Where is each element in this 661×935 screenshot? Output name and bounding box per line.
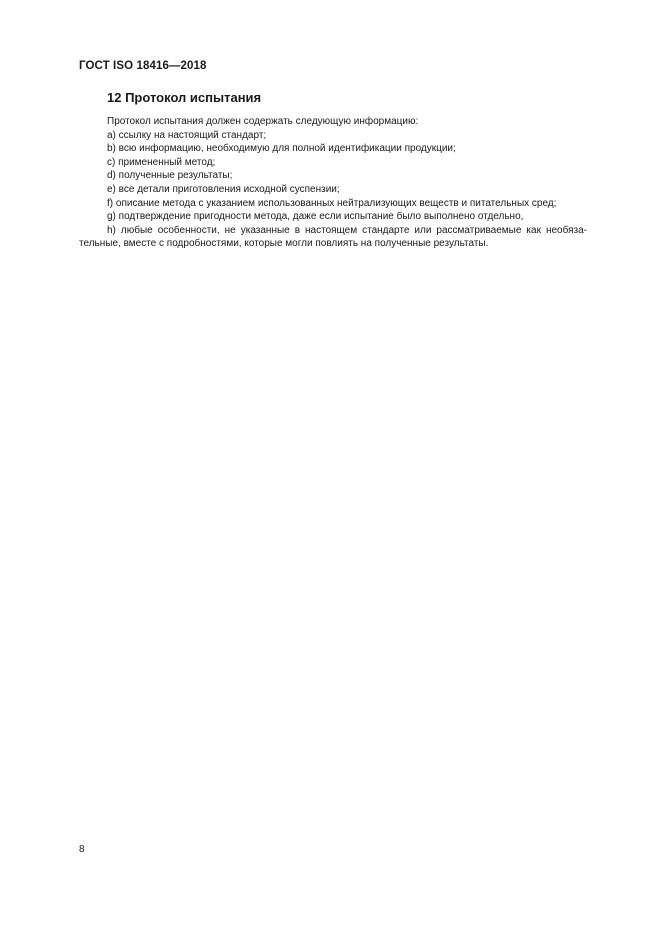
intro-paragraph: Протокол испытания должен содержать следующую информацию:: [107, 116, 419, 127]
page-number: 8: [79, 844, 85, 855]
list-item-c: c) примененный метод;: [107, 156, 216, 168]
list-item-a: a) ссылку на настоящий стандарт;: [107, 129, 267, 141]
list-item-g: g) подтверждение пригодности метода, даже если испытание было выполнено отдельно,: [107, 211, 524, 223]
section-title: 12 Протокол испытания: [107, 90, 262, 105]
list-item-h: h) любые особенности, не указанные в настоящем стандарте или рассматриваемые как необяза-тельные, вместе с подробностями, которые могли повлиять на полученные результаты.: [79, 224, 587, 250]
section-body: [79, 115, 587, 251]
list-item-e: e) все детали приготовления исходной суспензии;: [107, 183, 340, 195]
list-item-b: b) всю информацию, необходимую для полной идентификации продукции;: [107, 143, 456, 155]
standard-header: ГОСТ ISO 18416—2018: [79, 60, 207, 72]
list-item-d: d) полученные результаты;: [107, 170, 233, 182]
list-item-f: f) описание метода с указанием использованных нейтрализующих веществ и питательных сред;: [107, 197, 557, 209]
